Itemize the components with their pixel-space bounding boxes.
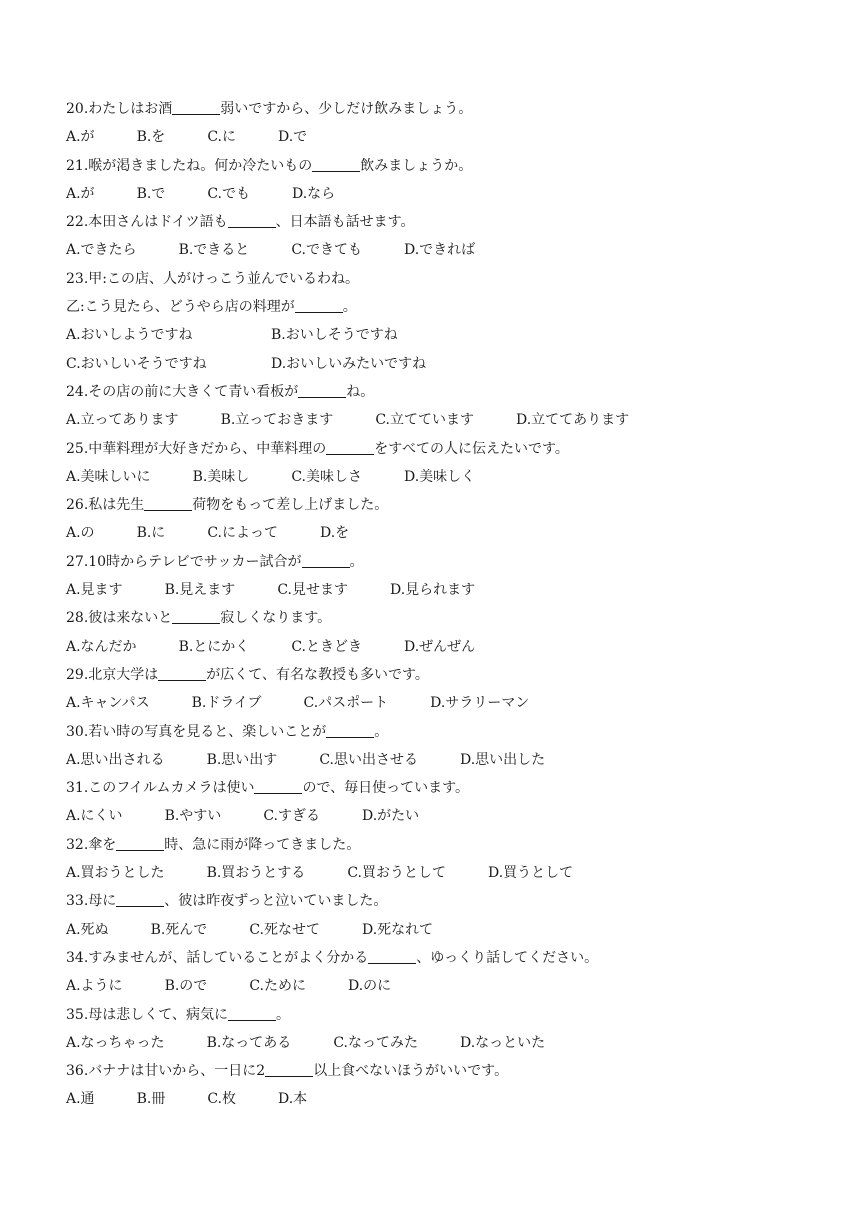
answer-option[interactable]: D.サラリーマン [430,695,530,712]
answer-option[interactable]: B.やすい [164,808,222,825]
answer-option[interactable]: A.が [66,185,95,202]
answer-blank[interactable] [368,949,416,964]
answer-blank[interactable] [298,383,346,398]
option-row [66,123,806,151]
question-text: このフイルムカメラは使い [88,780,255,797]
question-text: 母は悲しくて、病気に [88,1006,228,1023]
question-stem-line-2 [66,293,806,321]
option-row [66,746,806,774]
answer-blank[interactable] [254,779,302,794]
answer-option[interactable]: A.死ぬ [66,921,109,938]
answer-option[interactable]: C.できても [291,242,362,259]
answer-blank[interactable] [172,609,220,624]
answer-option[interactable]: A.なんだか [66,638,137,655]
answer-option[interactable]: B.を [136,129,166,146]
answer-option[interactable]: A.できたら [66,242,137,259]
answer-option[interactable]: C.なってみた [333,1034,418,1051]
answer-option[interactable]: A.買おうとした [66,865,165,882]
question-number: 35. [66,1006,89,1023]
question-text: 、日本語も話せます。 [275,214,415,231]
option-row [66,350,806,378]
option-row [66,576,806,604]
question-stem [66,548,806,576]
question-stem [66,718,806,746]
question-text: 。 [349,553,364,570]
answer-blank[interactable] [144,496,192,511]
question-number: 22. [66,214,89,231]
answer-option[interactable]: D.を [319,525,350,542]
answer-option[interactable]: C.美味しさ [291,468,362,485]
question-text: 時、急に雨が降ってきました。 [164,836,361,853]
answer-blank[interactable] [172,100,220,115]
answer-option[interactable]: D.のに [347,978,392,995]
answer-option[interactable]: B.買おうとする [206,865,306,882]
question-stem [66,1057,806,1085]
answer-option[interactable]: B.できると [178,242,250,259]
answer-option[interactable]: C.ために [249,978,306,995]
question-text: 、ゆっくり話してください。 [416,949,599,966]
question-text: 本田さんはドイツ語も [88,214,228,231]
answer-option[interactable]: B.冊 [136,1091,166,1108]
answer-option[interactable]: A.おいしようですね [66,327,193,344]
question-text: わたしはお酒 [88,101,173,117]
answer-option[interactable]: D.見られます [389,582,476,599]
answer-option[interactable]: D.おいしいみたいですね [271,355,427,372]
option-row [66,519,806,547]
answer-option[interactable]: D.できれば [403,242,476,259]
answer-option[interactable]: D.美味しく [403,468,476,485]
question-number: 26. [66,497,89,514]
question-text: 甲:この店、人がけっこう並んでいるわね。 [88,270,359,287]
option-row [66,1085,806,1113]
question-text: ね。 [346,383,375,400]
answer-option[interactable]: B.思い出す [206,751,278,768]
question-number: 32. [66,836,89,853]
question-text: バナナは甘いから、一日に2 [88,1063,266,1080]
question-stem [66,435,806,463]
answer-option[interactable]: D.立ててあります [515,412,630,429]
answer-blank[interactable] [228,1006,276,1021]
answer-blank[interactable] [116,836,164,851]
answer-option[interactable]: B.美味し [192,468,250,485]
question-text: 以上食べないほうがいいです。 [313,1063,509,1080]
answer-option[interactable]: B.立っておきます [220,412,334,429]
answer-option[interactable]: C.ときどき [291,638,362,655]
option-row [66,180,806,208]
question-stem [66,944,806,972]
question-number: 34. [66,949,89,966]
answer-option[interactable]: C.買おうとして [347,865,446,882]
answer-option[interactable]: A.にくい [66,808,123,825]
answer-blank[interactable] [295,298,343,313]
option-row [66,236,806,264]
answer-option[interactable]: A.が [66,129,95,146]
answer-option[interactable]: D.買うとして [487,865,574,882]
answer-option[interactable]: A.ように [66,978,123,995]
question-stem [66,604,806,632]
question-stem [66,831,806,859]
answer-option[interactable]: C.パスポート [303,695,389,712]
question-stem [66,887,806,915]
question-text: 10時からテレビでサッカー試合が [88,553,302,570]
question-text: 彼は来ないと [88,610,173,627]
question-text: 飲みましょうか。 [360,157,473,174]
question-text: 母に [88,893,117,910]
question-stem [66,661,806,689]
answer-option[interactable]: C.すぎる [263,808,320,825]
option-row [66,972,806,1000]
answer-option[interactable]: C.でも [207,185,250,202]
answer-blank[interactable] [326,723,374,738]
answer-blank[interactable] [265,1062,313,1077]
question-stem [66,774,806,802]
question-text: 荷物をもって差し上げました。 [192,497,389,514]
answer-blank[interactable] [326,440,374,455]
option-row [66,916,806,944]
answer-option[interactable]: C.に [207,129,236,146]
option-row [66,633,806,661]
answer-option[interactable]: C.おいしいそうですね [66,355,207,372]
option-row [66,802,806,830]
question-text: すみませんが、話していることがよく分かる [88,949,369,966]
question-number: 33. [66,893,89,910]
answer-option[interactable]: A.通 [66,1091,95,1108]
question-number: 36. [66,1063,89,1080]
answer-option[interactable]: D.で [277,129,308,146]
question-text: をすべての人に伝えたいです。 [374,440,569,457]
answer-option[interactable]: B.死んで [150,921,208,938]
answer-option[interactable]: A.立ってあります [66,412,179,429]
answer-option[interactable]: B.で [136,185,166,202]
question-text: 、彼は昨夜ずっと泣いていました。 [164,893,388,910]
question-number: 20. [66,101,89,117]
option-row [66,321,806,349]
question-number: 31. [66,780,89,797]
answer-blank[interactable] [116,892,164,907]
question-text: 中華料理が大好きだから、中華料理の [88,440,327,457]
answer-option[interactable]: D.ぜんぜん [403,638,476,655]
answer-option[interactable]: D.思い出した [459,751,546,768]
question-text: 北京大学は [88,666,159,683]
answer-blank[interactable] [302,553,350,568]
question-text: 弱いですから、少しだけ飲みましょう。 [220,101,473,117]
question-text: が広くて、有名な教授も多いです。 [206,666,429,683]
question-text: ので、毎日使っています。 [302,780,470,797]
answer-option[interactable]: B.見えます [164,582,236,599]
answer-option[interactable]: C.見せます [277,582,348,599]
question-stem [66,152,806,180]
question-number: 28. [66,610,89,627]
question-number: 30. [66,723,89,740]
option-row [66,1029,806,1057]
question-number: 25. [66,440,89,457]
question-text: 私は先生 [88,497,145,514]
answer-option[interactable]: A.見ます [66,582,123,599]
answer-blank[interactable] [158,666,206,681]
answer-option[interactable]: C.枚 [207,1091,236,1108]
answer-option[interactable]: D.本 [277,1091,308,1108]
answer-option[interactable]: B.とにかく [178,638,250,655]
question-text: 傘を [88,836,117,853]
answer-option[interactable]: D.なら [291,185,336,202]
question-list [66,95,806,1114]
option-row [66,406,806,434]
answer-option[interactable]: C.によって [207,525,278,542]
question-text: 若い時の写真を見ると、楽しいことが [88,723,327,740]
question-stem [66,491,806,519]
answer-option[interactable]: C.死なせて [249,921,320,938]
answer-option[interactable]: A.キャンパス [66,695,150,712]
question-text: 。 [276,1006,290,1023]
question-number: 21. [66,157,89,174]
option-row [66,463,806,491]
answer-blank[interactable] [312,157,360,172]
question-stem [66,208,806,236]
question-stem [66,265,806,293]
question-text: 寂しくなります。 [220,610,332,627]
answer-option[interactable]: D.死なれて [361,921,434,938]
option-row [66,859,806,887]
question-text: 喉が渇きましたね。何か冷たいもの [88,157,313,174]
option-row [66,689,806,717]
question-stem [66,378,806,406]
answer-option[interactable]: A.なっちゃった [66,1034,165,1051]
answer-option[interactable]: C.思い出させる [319,751,418,768]
answer-option[interactable]: B.ドライブ [191,695,262,712]
question-text: 。 [374,723,389,740]
answer-option[interactable]: B.なってある [206,1034,292,1051]
answer-option[interactable]: C.立てています [375,412,474,429]
question-text: 乙:こう見たら、どうやら店の料理が [66,299,295,316]
question-text: 。 [342,299,357,316]
answer-option[interactable]: A.美味しいに [66,468,151,485]
answer-blank[interactable] [228,213,276,228]
question-stem [66,95,806,123]
question-number: 23. [66,270,89,287]
question-number: 27. [66,553,89,570]
answer-option[interactable]: B.おいしそうですね [271,327,398,344]
answer-option[interactable]: A.の [66,525,95,542]
answer-option[interactable]: A.思い出される [66,751,165,768]
question-stem [66,1001,806,1029]
answer-option[interactable]: D.なっといた [459,1034,546,1051]
question-number: 29. [66,666,89,683]
question-number: 24. [66,383,89,400]
question-text: その店の前に大きくて青い看板が [88,383,299,400]
answer-option[interactable]: B.ので [164,978,208,995]
answer-option[interactable]: D.がたい [361,808,420,825]
answer-option[interactable]: B.に [136,525,166,542]
